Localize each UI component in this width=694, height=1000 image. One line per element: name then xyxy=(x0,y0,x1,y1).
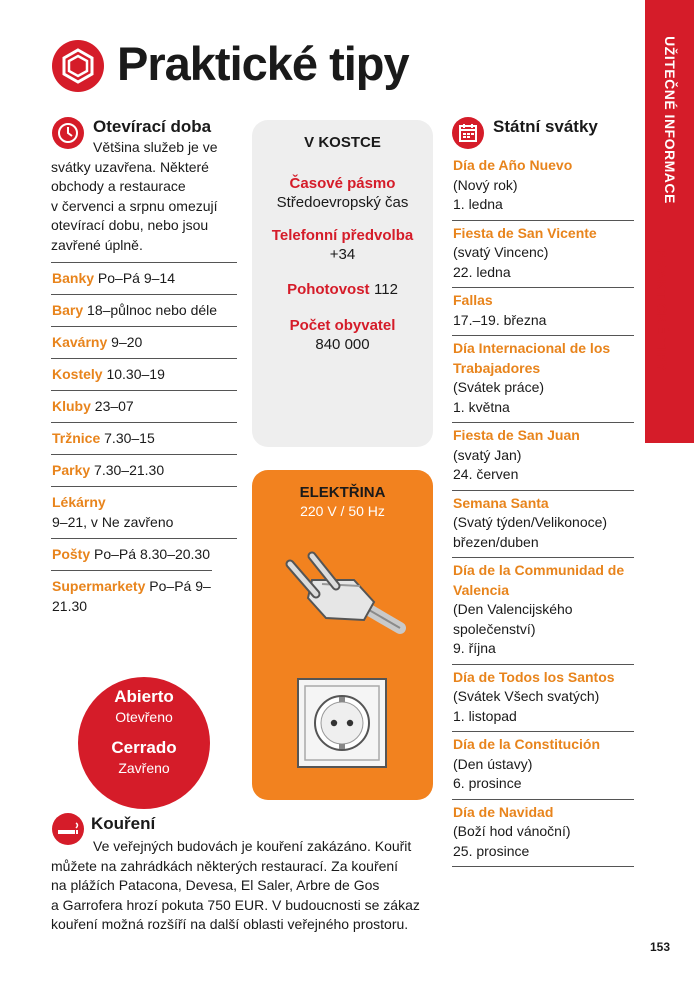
holiday-desc: (svatý Jan) xyxy=(453,446,522,463)
list-item xyxy=(51,390,237,422)
smoking-text-line: kouření možná rozšíří na další oblasti veřejného prostoru. xyxy=(51,916,409,932)
holiday-name: Semana Santa xyxy=(453,494,549,511)
smoking-text-line: na plážích Patacona, Devesa, El Saler, Arbre de Gos xyxy=(51,877,380,893)
list-item xyxy=(51,570,212,622)
holiday-date: 1. listopad xyxy=(453,707,517,724)
sidebar-label-section[interactable]: PRAKTICKÉ TIPY xyxy=(654,248,670,372)
place-hours: 23–07 xyxy=(94,398,134,414)
holidays-title: Státní svátky xyxy=(493,117,598,136)
hexagon-icon xyxy=(52,40,104,92)
holiday-item xyxy=(452,220,634,288)
place-hours: 10.30–19 xyxy=(106,366,165,382)
holiday-name: Fiesta de San Vicente xyxy=(453,224,597,241)
place-hours: 9–21, v Ne zavřeno xyxy=(52,514,174,530)
holiday-item xyxy=(452,153,634,220)
list-item xyxy=(51,294,237,326)
holiday-desc: (Svátek Všech svatých) xyxy=(453,688,600,704)
open-czech: Otevřeno xyxy=(115,709,173,725)
holiday-item xyxy=(452,557,634,664)
closed-spanish: Cerrado xyxy=(111,738,177,757)
place-hours: 7.30–21.30 xyxy=(94,462,165,478)
holiday-name: Día Internacional de los xyxy=(453,340,611,356)
page-number: 153 xyxy=(650,940,671,954)
holiday-desc: (Den Valencijského xyxy=(453,601,573,617)
clock-icon xyxy=(52,117,84,149)
holiday-name: Fallas xyxy=(453,292,493,308)
open-spanish: Abierto xyxy=(114,687,174,706)
list-item xyxy=(51,538,237,570)
electricity-title: ELEKTŘINA xyxy=(299,484,386,501)
holiday-date: březen/duben xyxy=(453,533,539,550)
opening-text-line: obchody a restaurace xyxy=(51,178,186,194)
sidebar-label-active[interactable]: UŽITEČNÉ INFORMACE xyxy=(662,36,678,204)
list-item xyxy=(51,454,237,486)
holiday-item xyxy=(452,335,634,422)
timezone-value: Středoevropský čas xyxy=(276,194,409,211)
holiday-name: Día de Todos los Santos xyxy=(453,668,615,685)
electricity-value: 220 V / 50 Hz xyxy=(300,503,385,519)
holiday-name: Día de la Constitución xyxy=(453,736,601,752)
holiday-desc: (Svatý týden/Velikonoce) xyxy=(453,514,608,530)
holiday-desc: (Nový rok) xyxy=(453,176,518,193)
holiday-desc: (svatý Vincenc) xyxy=(453,244,549,260)
holiday-name: Fiesta de San Juan xyxy=(453,427,580,443)
open-closed-sign xyxy=(78,677,210,809)
opening-text-line: Většina služeb je ve xyxy=(93,139,218,155)
place-name: Banky xyxy=(52,270,95,286)
place-hours: Po–Pá 8.30–20.30 xyxy=(94,546,211,562)
place-hours: Po–Pá 9–21.30 xyxy=(52,578,211,614)
smoking-title: Kouření xyxy=(91,814,156,833)
page-title: Praktické tipy xyxy=(117,37,409,90)
holiday-name: Día de Navidad xyxy=(453,803,554,820)
holiday-name: Trabajadores xyxy=(453,359,541,376)
place-name: Supermarkety xyxy=(52,578,146,594)
smoking-icon xyxy=(52,813,84,845)
place-name: Kostely xyxy=(52,366,103,382)
opening-text-line: otevírací dobu, nebo jsou xyxy=(51,217,209,233)
holiday-desc: (Svátek práce) xyxy=(453,379,545,395)
place-name: Lékárny xyxy=(52,494,106,510)
opening-text-line: v červenci a srpnu omezují xyxy=(51,198,218,214)
holiday-date: 1. května xyxy=(453,398,510,415)
socket-icon xyxy=(296,677,388,769)
holiday-date: 22. ledna xyxy=(453,263,511,280)
holiday-item xyxy=(452,664,634,732)
list-item xyxy=(51,486,237,538)
holiday-date: 1. ledna xyxy=(453,196,503,212)
place-name: Bary xyxy=(52,302,84,318)
smoking-text-line: Ve veřejných budovách je kouření zakázáno. Kouřit xyxy=(93,838,412,854)
holiday-name: Día de la Communidad de xyxy=(453,562,625,578)
opening-text-line: zavřené úplně. xyxy=(51,237,143,253)
holidays-list xyxy=(452,153,634,867)
smoking-text-line: můžete na zahrádkách některých restaurací. Za kouření xyxy=(51,858,399,874)
holiday-name: Día de Año Nuevo xyxy=(453,157,573,173)
phone-prefix-value: +34 xyxy=(329,246,356,263)
holiday-item xyxy=(452,799,634,868)
smoking-text-line: a Garrofera hrozí pokuta 750 EUR. V budoucnosti se zákaz xyxy=(51,897,420,913)
list-item xyxy=(51,358,237,390)
electricity-box xyxy=(252,470,433,800)
holiday-date: 25. prosince xyxy=(453,842,530,859)
place-name: Pošty xyxy=(52,546,91,562)
phone-prefix-label: Telefonní předvolba xyxy=(271,227,414,244)
opening-hours-title: Otevírací doba xyxy=(93,117,212,136)
list-item xyxy=(51,326,237,358)
holiday-desc: (Den ústavy) xyxy=(453,755,533,772)
plug-icon xyxy=(282,540,412,650)
holiday-name: Valencia xyxy=(453,581,510,598)
emergency-value: 112 xyxy=(374,281,398,298)
place-name: Kluby xyxy=(52,398,91,414)
holiday-item xyxy=(452,490,634,558)
holiday-date: 17.–19. března xyxy=(453,311,547,328)
holiday-item xyxy=(452,287,634,335)
list-item xyxy=(51,262,237,294)
place-name: Tržnice xyxy=(52,430,101,446)
quick-facts-heading: V KOSTCE xyxy=(304,134,381,151)
place-hours: Po–Pá 9–14 xyxy=(97,270,175,286)
place-hours: 7.30–15 xyxy=(104,430,155,446)
opening-text-line: svátky uzavřena. Některé xyxy=(51,159,209,175)
calendar-icon xyxy=(452,117,484,149)
timezone-label: Časové pásmo xyxy=(289,175,396,192)
emergency-label: Pohotovost xyxy=(287,281,370,298)
quick-facts-box xyxy=(252,120,433,447)
holiday-desc: společenství) xyxy=(453,620,536,637)
place-hours: 18–půlnoc nebo déle xyxy=(87,302,218,318)
population-label: Počet obyvatel xyxy=(289,317,396,334)
closed-czech: Zavřeno xyxy=(118,760,170,776)
place-name: Kavárny xyxy=(52,334,108,350)
holiday-desc: (Boží hod vánoční) xyxy=(453,823,571,839)
holiday-date: 24. červen xyxy=(453,466,519,482)
population-value: 840 000 xyxy=(315,336,370,353)
holiday-item xyxy=(452,422,634,490)
holiday-item xyxy=(452,731,634,799)
holiday-date: 6. prosince xyxy=(453,775,522,791)
holiday-date: 9. října xyxy=(453,640,496,656)
place-hours: 9–20 xyxy=(111,334,143,350)
list-item xyxy=(51,422,237,454)
opening-hours-list xyxy=(51,262,237,622)
place-name: Parky xyxy=(52,462,91,478)
